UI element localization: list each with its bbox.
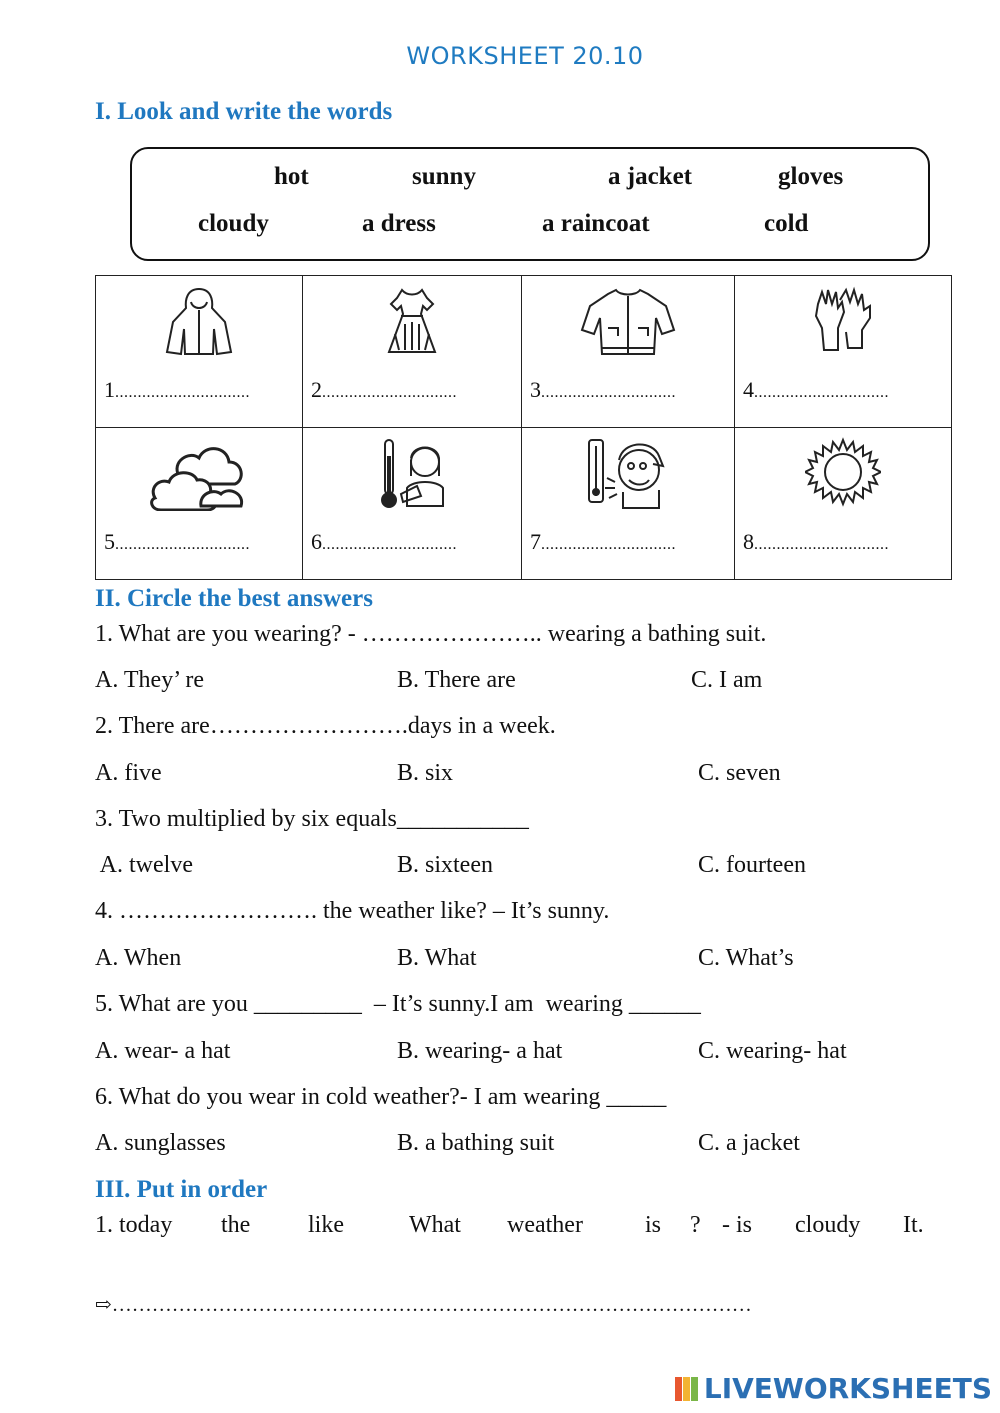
logo-text: LIVEWORKSHEETS [703,1372,992,1405]
item-number: 5 [104,529,115,554]
section-3-heading: III. Put in order [95,1176,268,1203]
item-number: 2 [311,377,322,402]
answer-dots: .............................. [115,536,250,553]
answer-dots: .............................. [322,536,457,553]
logo-mark-icon [674,1375,700,1403]
option-a[interactable]: A. twelve [95,852,193,878]
option-a[interactable]: A. sunglasses [95,1130,226,1156]
option-c[interactable]: C. seven [698,760,781,786]
question-text: 5. What are you _________ – It’s sunny.I am wearing ______ [95,991,701,1017]
sun-icon [805,436,881,508]
option-c[interactable]: C. a jacket [698,1130,800,1156]
page-title: WORKSHEET 20.10 [406,42,644,70]
option-c[interactable]: C. wearing- hat [698,1038,847,1064]
answer-blank[interactable] [104,377,250,403]
order-word: - is [722,1212,752,1238]
arrow-icon: ⇨ [95,1294,112,1316]
question-text: 6. What do you wear in cold weather?- I am wearing _____ [95,1084,667,1110]
answer-blank[interactable] [743,529,889,555]
option-a[interactable]: A. wear- a hat [95,1038,231,1064]
picture-cell [303,428,522,580]
option-c[interactable]: C. What’s [698,945,794,971]
question-text: 4. ……………………. the weather like? – It’s sunny. [95,898,610,924]
order-word: It. [903,1212,924,1238]
word-bank-item: hot [274,163,309,190]
hot-thermometer-icon [377,436,447,511]
item-number: 3 [530,377,541,402]
question-text: 2. There are…………………….days in a week. [95,713,556,739]
picture-grid [95,275,952,580]
order-word: 1. today [95,1212,173,1238]
item-number: 7 [530,529,541,554]
item-number: 4 [743,377,754,402]
item-number: 1 [104,377,115,402]
answer-blank[interactable] [743,377,889,403]
word-bank-item: cloudy [198,210,269,237]
picture-cell [522,428,735,580]
option-c[interactable]: C. I am [691,667,763,693]
answer-dots: .............................. [115,384,250,401]
picture-cell [303,276,522,428]
section-1-heading: I. Look and write the words [95,98,393,125]
cloud-icon [149,436,249,511]
order-word: weather [507,1212,583,1238]
answer-dots: .............................. [541,384,676,401]
answer-blank[interactable] [311,529,457,555]
jacket-icon [578,284,678,359]
option-b[interactable]: B. What [397,945,477,971]
option-a[interactable]: A. When [95,945,182,971]
answer-blank[interactable] [311,377,457,403]
word-bank-item: a raincoat [542,210,650,237]
option-b[interactable]: B. There are [397,667,516,693]
option-b[interactable]: B. wearing- a hat [397,1038,563,1064]
cold-thermometer-icon [583,436,673,511]
answer-blank[interactable] [530,529,676,555]
option-a[interactable]: A. five [95,760,162,786]
word-bank-item: cold [764,210,809,237]
dress-icon [377,284,447,359]
item-number: 8 [743,529,754,554]
answer-dots: .............................. [754,536,889,553]
answer-dots: …………………………………………………………………………………… [111,1294,752,1316]
answer-dots: .............................. [541,536,676,553]
option-b[interactable]: B. a bathing suit [397,1130,555,1156]
order-word: the [221,1212,251,1238]
gloves-icon [808,284,878,359]
order-word: like [308,1212,344,1238]
order-word: is [645,1212,662,1238]
answer-dots: .............................. [754,384,889,401]
raincoat-icon [159,284,239,359]
picture-cell [96,428,303,580]
word-bank-item: a dress [362,210,436,237]
option-c[interactable]: C. fourteen [698,852,806,878]
picture-cell [522,276,735,428]
word-bank [130,147,930,261]
answer-blank[interactable] [104,529,250,555]
option-b[interactable]: B. sixteen [397,852,493,878]
order-word: What [409,1212,461,1238]
order-word: ? [690,1212,701,1238]
answer-dots: .............................. [322,384,457,401]
liveworksheets-logo [674,1372,992,1405]
order-word: cloudy [795,1212,861,1238]
question-text: 1. What are you wearing? - ………………….. wearing a bathing suit. [95,621,767,647]
picture-cell [735,428,952,580]
option-a[interactable]: A. They’ re [95,667,205,693]
item-number: 6 [311,529,322,554]
word-bank-item: gloves [778,163,844,190]
word-bank-item: sunny [412,163,476,190]
picture-cell [735,276,952,428]
option-b[interactable]: B. six [397,760,454,786]
picture-cell [96,276,303,428]
answer-blank[interactable] [530,377,676,403]
question-text: 3. Two multiplied by six equals___________ [95,806,529,832]
section-2-heading: II. Circle the best answers [95,585,373,612]
word-bank-item: a jacket [608,163,692,190]
answer-line[interactable] [95,1292,752,1317]
